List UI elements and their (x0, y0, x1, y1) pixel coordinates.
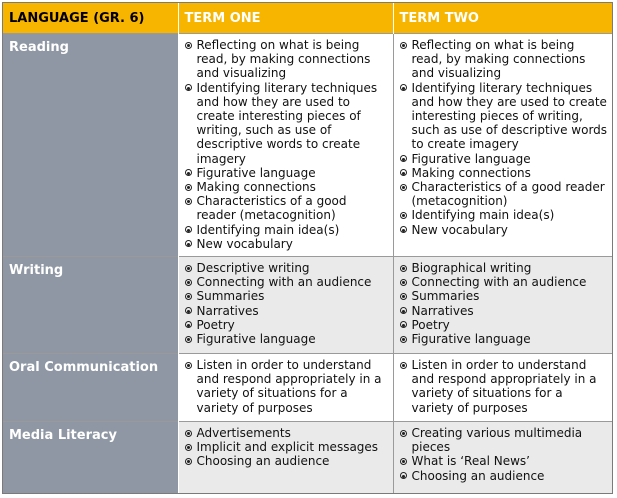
list-item: Listen in order to understand and respond appropriately in a variety of situations for a variety of purposes (398, 358, 609, 415)
list-item: Characteristics of a good reader (metacognition) (398, 180, 609, 208)
header-subject: LANGUAGE (GR. 6) (3, 3, 178, 34)
media-term-two-list (398, 426, 609, 483)
list-item: Figurative language (398, 332, 609, 346)
row-label-reading: Reading (3, 34, 178, 257)
reading-term-two-cell (393, 34, 612, 257)
row-writing (3, 257, 612, 354)
list-item: Implicit and explicit messages (183, 440, 389, 454)
list-item: Reflecting on what is being read, by making connections and visualizing (183, 38, 389, 81)
row-label-writing: Writing (3, 257, 178, 354)
list-item: Making connections (398, 166, 609, 180)
list-item: Connecting with an audience (398, 275, 609, 289)
oral-term-one-list (183, 358, 389, 415)
list-item: Connecting with an audience (183, 275, 389, 289)
curriculum-table (3, 3, 613, 494)
curriculum-table-frame (2, 2, 613, 494)
list-item: Identifying main idea(s) (183, 223, 389, 237)
writing-term-one-cell (178, 257, 393, 354)
header-row (3, 3, 612, 34)
list-item: Poetry (398, 318, 609, 332)
row-label-media-literacy: Media Literacy (3, 422, 178, 494)
list-item: Identifying main idea(s) (398, 208, 609, 222)
row-reading (3, 34, 612, 257)
reading-term-one-list (183, 38, 389, 251)
list-item: Identifying literary techniques and how they are used to create interesting pieces of writing, such as use of descriptive words to create imagery (183, 81, 389, 166)
list-item: New vocabulary (398, 223, 609, 237)
list-item: New vocabulary (183, 237, 389, 251)
reading-term-two-list (398, 38, 609, 237)
list-item: Listen in order to understand and respond appropriately in a variety of situations for a variety of purposes (183, 358, 389, 415)
list-item: Summaries (183, 289, 389, 303)
writing-term-two-cell (393, 257, 612, 354)
list-item: Characteristics of a good reader (metacognition) (183, 194, 389, 222)
header-term-one: TERM ONE (178, 3, 393, 34)
list-item: Identifying literary techniques and how they are used to create interesting pieces of writing, such as use of descriptive words to create imagery (398, 81, 609, 152)
list-item: Descriptive writing (183, 261, 389, 275)
list-item: What is ‘Real News’ (398, 454, 609, 468)
row-label-oral-communication: Oral Communication (3, 354, 178, 422)
list-item: Figurative language (183, 166, 389, 180)
list-item: Poetry (183, 318, 389, 332)
list-item: Narratives (183, 304, 389, 318)
media-term-one-cell (178, 422, 393, 494)
list-item: Biographical writing (398, 261, 609, 275)
list-item: Narratives (398, 304, 609, 318)
list-item: Reflecting on what is being read, by making connections and visualizing (398, 38, 609, 81)
media-term-one-list (183, 426, 389, 469)
writing-term-one-list (183, 261, 389, 346)
row-media-literacy (3, 422, 612, 494)
oral-term-two-cell (393, 354, 612, 422)
list-item: Choosing an audience (183, 454, 389, 468)
header-term-two: TERM TWO (393, 3, 612, 34)
writing-term-two-list (398, 261, 609, 346)
oral-term-one-cell (178, 354, 393, 422)
oral-term-two-list (398, 358, 609, 415)
list-item: Making connections (183, 180, 389, 194)
list-item: Figurative language (183, 332, 389, 346)
list-item: Advertisements (183, 426, 389, 440)
list-item: Choosing an audience (398, 469, 609, 483)
reading-term-one-cell (178, 34, 393, 257)
row-oral-communication (3, 354, 612, 422)
list-item: Summaries (398, 289, 609, 303)
media-term-two-cell (393, 422, 612, 494)
list-item: Figurative language (398, 152, 609, 166)
list-item: Creating various multimedia pieces (398, 426, 609, 454)
